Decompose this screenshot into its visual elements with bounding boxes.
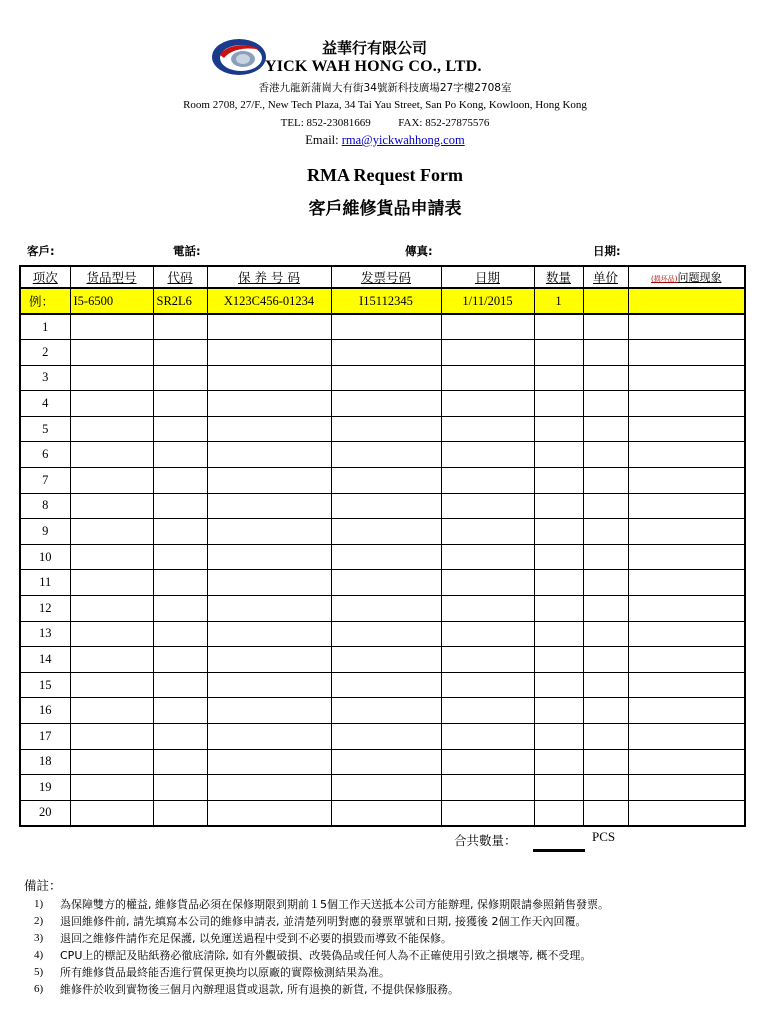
total-label: 合共數量：	[454, 833, 517, 848]
entry-cell[interactable]	[628, 442, 745, 468]
example-row	[20, 288, 745, 314]
entry-cell[interactable]	[441, 570, 534, 596]
example-cell	[628, 288, 745, 314]
entry-cell[interactable]	[628, 416, 745, 442]
entry-cell[interactable]	[628, 672, 745, 698]
entry-cell[interactable]	[583, 544, 628, 570]
entry-cell[interactable]	[628, 391, 745, 417]
table-row	[20, 800, 745, 826]
entry-cell[interactable]	[534, 647, 583, 673]
entry-cell[interactable]	[441, 724, 534, 750]
entry-cell[interactable]	[441, 596, 534, 622]
entry-cell[interactable]	[331, 416, 441, 442]
entry-cell[interactable]	[331, 749, 441, 775]
note-item	[34, 930, 754, 947]
entry-cell[interactable]	[70, 365, 153, 391]
note-number: 1)	[34, 898, 44, 910]
entry-cell[interactable]	[534, 800, 583, 826]
entry-cell[interactable]	[583, 493, 628, 519]
note-number: 6)	[34, 983, 44, 995]
table-row	[20, 493, 745, 519]
company-logo	[210, 38, 268, 76]
entry-cell[interactable]	[207, 391, 331, 417]
note-text: 退回之維修件請作充足保護, 以免運送過程中受到不必要的損毀而導致不能保修。	[60, 932, 452, 945]
notes-title: 備註：	[24, 878, 62, 893]
entry-cell[interactable]	[583, 596, 628, 622]
row-number: 11	[20, 570, 70, 596]
col-code-header-label: 代码	[167, 270, 193, 285]
entry-cell[interactable]	[583, 672, 628, 698]
example-cell: X123C456-01234	[207, 288, 331, 314]
entry-cell[interactable]	[583, 775, 628, 801]
row-number: 6	[20, 442, 70, 468]
entry-cell[interactable]	[207, 570, 331, 596]
entry-cell[interactable]	[207, 340, 331, 366]
entry-cell[interactable]	[331, 621, 441, 647]
table-row	[20, 724, 745, 750]
row-number: 5	[20, 416, 70, 442]
entry-cell[interactable]	[441, 775, 534, 801]
table-row	[20, 340, 745, 366]
entry-cell[interactable]	[441, 621, 534, 647]
fax-label: 傳真:	[405, 244, 433, 258]
note-number: 5)	[34, 966, 44, 978]
company-address-cn: 香港九龍新蒲崗大有街34號新科技廣場27字樓2708室	[258, 82, 512, 94]
entry-cell[interactable]	[153, 544, 207, 570]
entry-cell[interactable]	[534, 519, 583, 545]
col-invoice-no-header-label: 发票号码	[360, 270, 411, 285]
entry-cell[interactable]	[153, 647, 207, 673]
entry-cell[interactable]	[441, 519, 534, 545]
table-row	[20, 596, 745, 622]
entry-cell[interactable]	[153, 698, 207, 724]
form-title-en: RMA Request Form	[307, 165, 463, 185]
example-cell: I15112345	[331, 288, 441, 314]
entry-cell[interactable]	[70, 493, 153, 519]
entry-cell[interactable]	[583, 800, 628, 826]
row-number: 16	[20, 698, 70, 724]
entry-cell[interactable]	[70, 340, 153, 366]
note-text: 維修件於收到實物後三個月內辦理退貨或退款, 所有退換的新貨, 不提供保修服務。	[60, 983, 459, 996]
entry-cell[interactable]	[207, 596, 331, 622]
example-cell: I5-6500	[70, 288, 153, 314]
table-row	[20, 621, 745, 647]
entry-cell[interactable]	[153, 621, 207, 647]
entry-cell[interactable]	[583, 416, 628, 442]
issue-label: 问题现象	[677, 271, 722, 284]
notes-list	[34, 896, 754, 998]
entry-cell[interactable]	[331, 724, 441, 750]
entry-cell[interactable]	[534, 391, 583, 417]
entry-cell[interactable]	[534, 416, 583, 442]
entry-cell[interactable]	[534, 596, 583, 622]
note-item	[34, 964, 754, 981]
entry-cell[interactable]	[583, 621, 628, 647]
table-row	[20, 442, 745, 468]
entry-cell[interactable]	[207, 672, 331, 698]
entry-cell[interactable]	[583, 749, 628, 775]
table-row	[20, 775, 745, 801]
issue-prefix: (损坏品)	[651, 275, 678, 283]
table-row	[20, 647, 745, 673]
entry-cell[interactable]	[534, 340, 583, 366]
entry-cell[interactable]	[628, 340, 745, 366]
table-row	[20, 672, 745, 698]
entry-cell[interactable]	[583, 340, 628, 366]
date-label: 日期:	[593, 244, 621, 258]
entry-cell[interactable]	[70, 391, 153, 417]
entry-cell[interactable]	[207, 621, 331, 647]
company-fax: FAX: 852-27875576	[398, 117, 490, 129]
row-number: 13	[20, 621, 70, 647]
entry-cell[interactable]	[331, 672, 441, 698]
row-number: 9	[20, 519, 70, 545]
entry-cell[interactable]	[153, 416, 207, 442]
note-item	[34, 913, 754, 930]
entry-cell[interactable]	[331, 698, 441, 724]
entry-cell[interactable]	[441, 698, 534, 724]
col-warranty-no-header	[207, 266, 331, 288]
entry-cell[interactable]	[534, 698, 583, 724]
note-text: 退回維修件前, 請先填寫本公司的維修申請表, 並清楚列明對應的發票單號和日期, 接獲後 2個工作天內回覆。	[60, 915, 587, 928]
email-label: Email:	[305, 133, 339, 147]
entry-cell[interactable]	[70, 621, 153, 647]
entry-cell[interactable]	[70, 570, 153, 596]
entry-cell[interactable]	[153, 442, 207, 468]
entry-cell[interactable]	[207, 416, 331, 442]
entry-cell[interactable]	[628, 519, 745, 545]
col-item-no-header	[20, 266, 70, 288]
entry-cell[interactable]	[70, 519, 153, 545]
col-date-header	[441, 266, 534, 288]
entry-cell[interactable]	[207, 698, 331, 724]
entry-cell[interactable]	[628, 724, 745, 750]
entry-cell[interactable]	[153, 391, 207, 417]
col-qty-header-label: 数量	[545, 270, 571, 285]
row-number: 12	[20, 596, 70, 622]
entry-cell[interactable]	[331, 314, 441, 340]
note-item	[34, 947, 754, 964]
total-quantity-field[interactable]	[533, 849, 585, 852]
entry-cell[interactable]	[70, 800, 153, 826]
col-unit-price-header	[583, 266, 628, 288]
entry-cell[interactable]	[207, 493, 331, 519]
entry-cell[interactable]	[534, 749, 583, 775]
table-row	[20, 468, 745, 494]
note-text: 所有維修貨品最終能否進行質保更換均以原廠的實際檢測結果為准。	[60, 966, 390, 979]
note-number: 4)	[34, 949, 44, 961]
entry-cell[interactable]	[628, 365, 745, 391]
entry-cell[interactable]	[534, 314, 583, 340]
row-number: 15	[20, 672, 70, 698]
row-number: 10	[20, 544, 70, 570]
entry-cell[interactable]	[441, 340, 534, 366]
example-cell: SR2L6	[153, 288, 207, 314]
entry-cell[interactable]	[207, 365, 331, 391]
entry-cell[interactable]	[441, 749, 534, 775]
row-number: 14	[20, 647, 70, 673]
entry-cell[interactable]	[441, 672, 534, 698]
col-date-header-label: 日期	[474, 270, 500, 285]
company-email-line	[0, 133, 770, 148]
entry-cell[interactable]	[70, 468, 153, 494]
table-row	[20, 544, 745, 570]
entry-cell[interactable]	[153, 493, 207, 519]
note-item	[34, 981, 754, 998]
entry-cell[interactable]	[628, 698, 745, 724]
entry-cell[interactable]	[153, 340, 207, 366]
entry-cell[interactable]	[153, 519, 207, 545]
entry-cell[interactable]	[441, 416, 534, 442]
col-unit-price-header-label: 单价	[592, 270, 618, 285]
entry-cell[interactable]	[628, 775, 745, 801]
entry-cell[interactable]	[441, 365, 534, 391]
rma-table	[19, 265, 746, 827]
entry-cell[interactable]	[207, 519, 331, 545]
entry-cell[interactable]	[628, 468, 745, 494]
col-model-header	[70, 266, 153, 288]
entry-cell[interactable]	[441, 493, 534, 519]
entry-cell[interactable]	[331, 391, 441, 417]
entry-cell[interactable]	[331, 442, 441, 468]
entry-cell[interactable]	[331, 544, 441, 570]
col-code-header	[153, 266, 207, 288]
entry-cell[interactable]	[153, 724, 207, 750]
table-row	[20, 314, 745, 340]
entry-cell[interactable]	[153, 749, 207, 775]
email-link[interactable]: rma@yickwahhong.com	[341, 133, 465, 147]
row-number: 18	[20, 749, 70, 775]
entry-cell[interactable]	[207, 749, 331, 775]
row-number: 4	[20, 391, 70, 417]
entry-cell[interactable]	[70, 596, 153, 622]
entry-cell[interactable]	[153, 570, 207, 596]
entry-cell[interactable]	[628, 544, 745, 570]
row-number: 17	[20, 724, 70, 750]
entry-cell[interactable]	[534, 468, 583, 494]
entry-cell[interactable]	[331, 570, 441, 596]
entry-cell[interactable]	[70, 724, 153, 750]
entry-cell[interactable]	[534, 493, 583, 519]
entry-cell[interactable]	[583, 570, 628, 596]
entry-cell[interactable]	[441, 391, 534, 417]
entry-cell[interactable]	[153, 468, 207, 494]
col-qty-header	[534, 266, 583, 288]
example-cell: 例：	[20, 288, 70, 314]
entry-cell[interactable]	[331, 647, 441, 673]
row-number: 1	[20, 314, 70, 340]
entry-cell[interactable]	[70, 698, 153, 724]
entry-cell[interactable]	[583, 442, 628, 468]
company-tel: TEL: 852-23081669	[280, 117, 371, 129]
entry-cell[interactable]	[441, 800, 534, 826]
entry-cell[interactable]	[207, 314, 331, 340]
company-name-cn: 益華行有限公司	[322, 39, 428, 57]
company-contact	[0, 117, 770, 129]
table-row	[20, 365, 745, 391]
example-cell: 1/11/2015	[441, 288, 534, 314]
entry-cell[interactable]	[153, 365, 207, 391]
entry-cell[interactable]	[583, 519, 628, 545]
entry-cell[interactable]	[441, 314, 534, 340]
entry-cell[interactable]	[534, 672, 583, 698]
entry-cell[interactable]	[628, 621, 745, 647]
example-cell	[583, 288, 628, 314]
table-row	[20, 416, 745, 442]
entry-cell[interactable]	[70, 544, 153, 570]
entry-cell[interactable]	[583, 698, 628, 724]
company-address-en: Room 2708, 27/F., New Tech Plaza, 34 Tai Yau Street, San Po Kong, Kowloon, Hong Kong	[183, 99, 587, 111]
entry-cell[interactable]	[583, 468, 628, 494]
note-number: 3)	[34, 932, 44, 944]
example-cell: 1	[534, 288, 583, 314]
note-text: CPU上的標記及貼紙務必徹底清除, 如有外觀破損、改裝偽品或任何人為不正確使用引致之損壞等, 概不受理。	[60, 949, 592, 962]
entry-cell[interactable]	[583, 365, 628, 391]
entry-cell[interactable]	[534, 724, 583, 750]
entry-cell[interactable]	[534, 570, 583, 596]
col-invoice-no-header	[331, 266, 441, 288]
entry-cell[interactable]	[207, 544, 331, 570]
entry-cell[interactable]	[628, 749, 745, 775]
entry-cell[interactable]	[583, 314, 628, 340]
entry-cell[interactable]	[628, 570, 745, 596]
entry-cell[interactable]	[441, 647, 534, 673]
entry-cell[interactable]	[153, 314, 207, 340]
entry-cell[interactable]	[207, 775, 331, 801]
entry-cell[interactable]	[441, 468, 534, 494]
entry-cell[interactable]	[331, 493, 441, 519]
note-number: 2)	[34, 915, 44, 927]
entry-cell[interactable]	[331, 519, 441, 545]
total-unit: PCS	[592, 829, 616, 844]
table-row	[20, 570, 745, 596]
entry-cell[interactable]	[331, 365, 441, 391]
entry-cell[interactable]	[628, 314, 745, 340]
form-title-cn: 客戶維修貨品申請表	[308, 199, 462, 219]
entry-cell[interactable]	[331, 340, 441, 366]
entry-cell[interactable]	[534, 775, 583, 801]
col-item-no-header-label: 项次	[32, 270, 58, 285]
entry-cell[interactable]	[583, 647, 628, 673]
entry-cell[interactable]	[207, 647, 331, 673]
entry-cell[interactable]	[628, 800, 745, 826]
phone-label: 電話:	[173, 244, 201, 258]
entry-cell[interactable]	[153, 672, 207, 698]
row-number: 8	[20, 493, 70, 519]
table-row	[20, 698, 745, 724]
entry-cell[interactable]	[583, 391, 628, 417]
entry-cell[interactable]	[331, 800, 441, 826]
table-header-row	[20, 266, 745, 288]
entry-cell[interactable]	[628, 596, 745, 622]
entry-cell[interactable]	[628, 647, 745, 673]
entry-cell[interactable]	[331, 596, 441, 622]
col-model-header-label: 货品型号	[86, 270, 137, 285]
entry-cell[interactable]	[153, 800, 207, 826]
row-number: 3	[20, 365, 70, 391]
entry-cell[interactable]	[153, 596, 207, 622]
entry-cell[interactable]	[207, 724, 331, 750]
entry-cell[interactable]	[441, 544, 534, 570]
entry-cell[interactable]	[70, 314, 153, 340]
company-name-en: YICK WAH HONG CO., LTD.	[265, 58, 482, 75]
customer-label: 客戶:	[27, 244, 55, 258]
entry-cell[interactable]	[153, 775, 207, 801]
entry-cell[interactable]	[70, 442, 153, 468]
row-number: 20	[20, 800, 70, 826]
entry-cell[interactable]	[534, 365, 583, 391]
entry-cell[interactable]	[534, 544, 583, 570]
row-number: 7	[20, 468, 70, 494]
table-row	[20, 391, 745, 417]
entry-cell[interactable]	[331, 468, 441, 494]
note-text: 為保障雙方的權益, 維修貨品必須在保修期限到期前１5個工作天送抵本公司方能辦理, 保修期限請參照銷售發票。	[60, 898, 609, 911]
entry-cell[interactable]	[70, 775, 153, 801]
entry-cell[interactable]	[207, 468, 331, 494]
entry-cell[interactable]	[70, 416, 153, 442]
entry-cell[interactable]	[441, 442, 534, 468]
table-row	[20, 519, 745, 545]
col-issue-header	[628, 266, 745, 288]
entry-cell[interactable]	[583, 724, 628, 750]
entry-cell[interactable]	[534, 621, 583, 647]
entry-cell[interactable]	[207, 800, 331, 826]
entry-cell[interactable]	[331, 775, 441, 801]
note-item	[34, 896, 754, 913]
entry-cell[interactable]	[70, 647, 153, 673]
row-number: 19	[20, 775, 70, 801]
table-row	[20, 749, 745, 775]
col-warranty-no-header-label: 保 养 号 码	[238, 270, 300, 285]
entry-cell[interactable]	[628, 493, 745, 519]
entry-cell[interactable]	[70, 749, 153, 775]
row-number: 2	[20, 340, 70, 366]
entry-cell[interactable]	[534, 442, 583, 468]
entry-cell[interactable]	[207, 442, 331, 468]
entry-cell[interactable]	[70, 672, 153, 698]
